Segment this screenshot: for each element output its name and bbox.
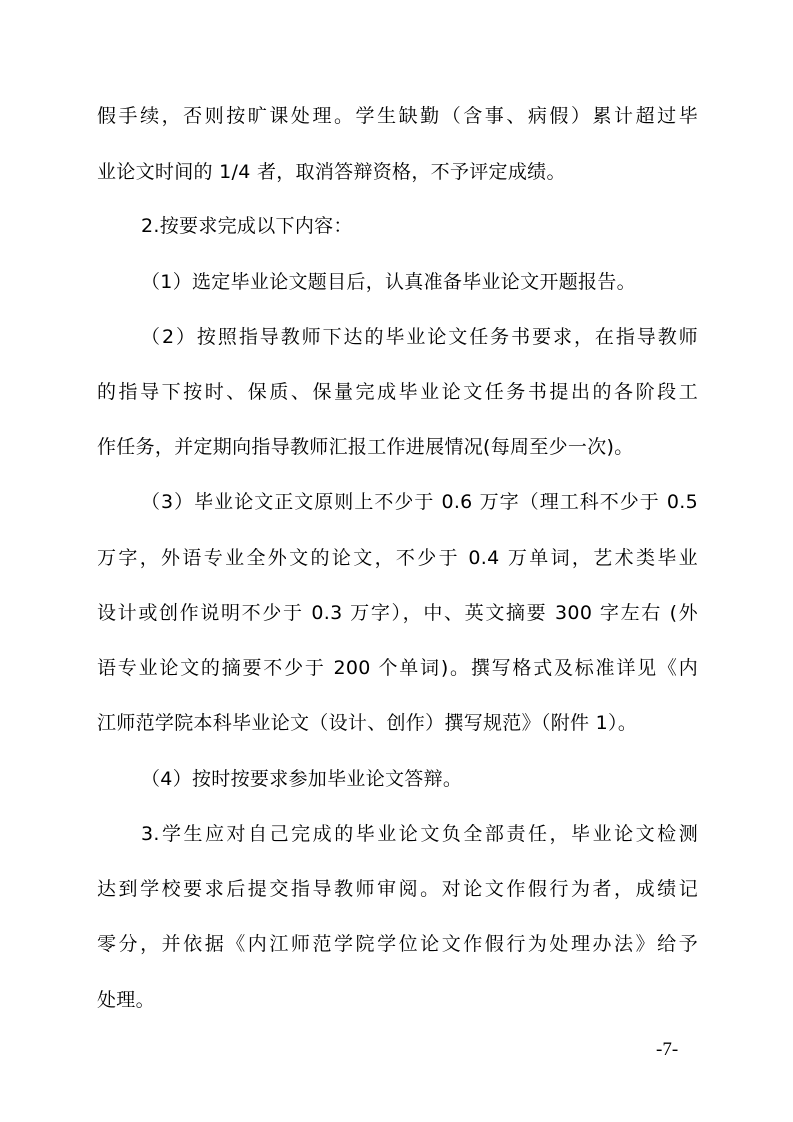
paragraph-line: 零分，并依据《内江师范学院学位论文作假行为处理办法》给予 [97,933,698,955]
paragraph-line: 业论文时间的 1/4 者，取消答辩资格，不予评定成绩。 [97,161,566,183]
paragraph-line: 假手续，否则按旷课处理。学生缺勤（含事、病假）累计超过毕 [97,105,698,127]
paragraph-line: 江师范学院本科毕业论文（设计、创作）撰写规范》（附件 1）。 [97,712,638,734]
list-item: （4）按时按要求参加毕业论文答辩。 [141,768,463,790]
section-heading: 2.按要求完成以下内容： [141,215,353,237]
list-item: （3）毕业论文正文原则上不少于 0.6 万字（理工科不少于 0.5 [141,491,698,513]
list-item: （1）选定毕业论文题目后，认真准备毕业论文开题报告。 [141,271,636,293]
list-item: （2）按照指导教师下达的毕业论文任务书要求，在指导教师 [141,326,698,348]
paragraph-line: 作任务，并定期向指导教师汇报工作进展情况(每周至少一次)。 [97,436,634,458]
paragraph-line: 万字，外语专业全外文的论文，不少于 0.4 万单词，艺术类毕业 [97,547,698,569]
paragraph-line: 设计或创作说明不少于 0.3 万字），中、英文摘要 300 字左右 (外 [97,602,698,624]
paragraph-line: 处理。 [97,989,155,1011]
section-heading: 3.学生应对自己完成的毕业论文负全部责任，毕业论文检测 [141,823,698,845]
paragraph-line: 语专业论文的摘要不少于 200 个单词)。撰写格式及标准详见《内 [97,657,698,679]
paragraph-line: 的指导下按时、保质、保量完成毕业论文任务书提出的各阶段工 [97,381,698,403]
paragraph-line: 达到学校要求后提交指导教师审阅。对论文作假行为者，成绩记 [97,878,698,900]
page-number: -7- [656,1039,679,1060]
